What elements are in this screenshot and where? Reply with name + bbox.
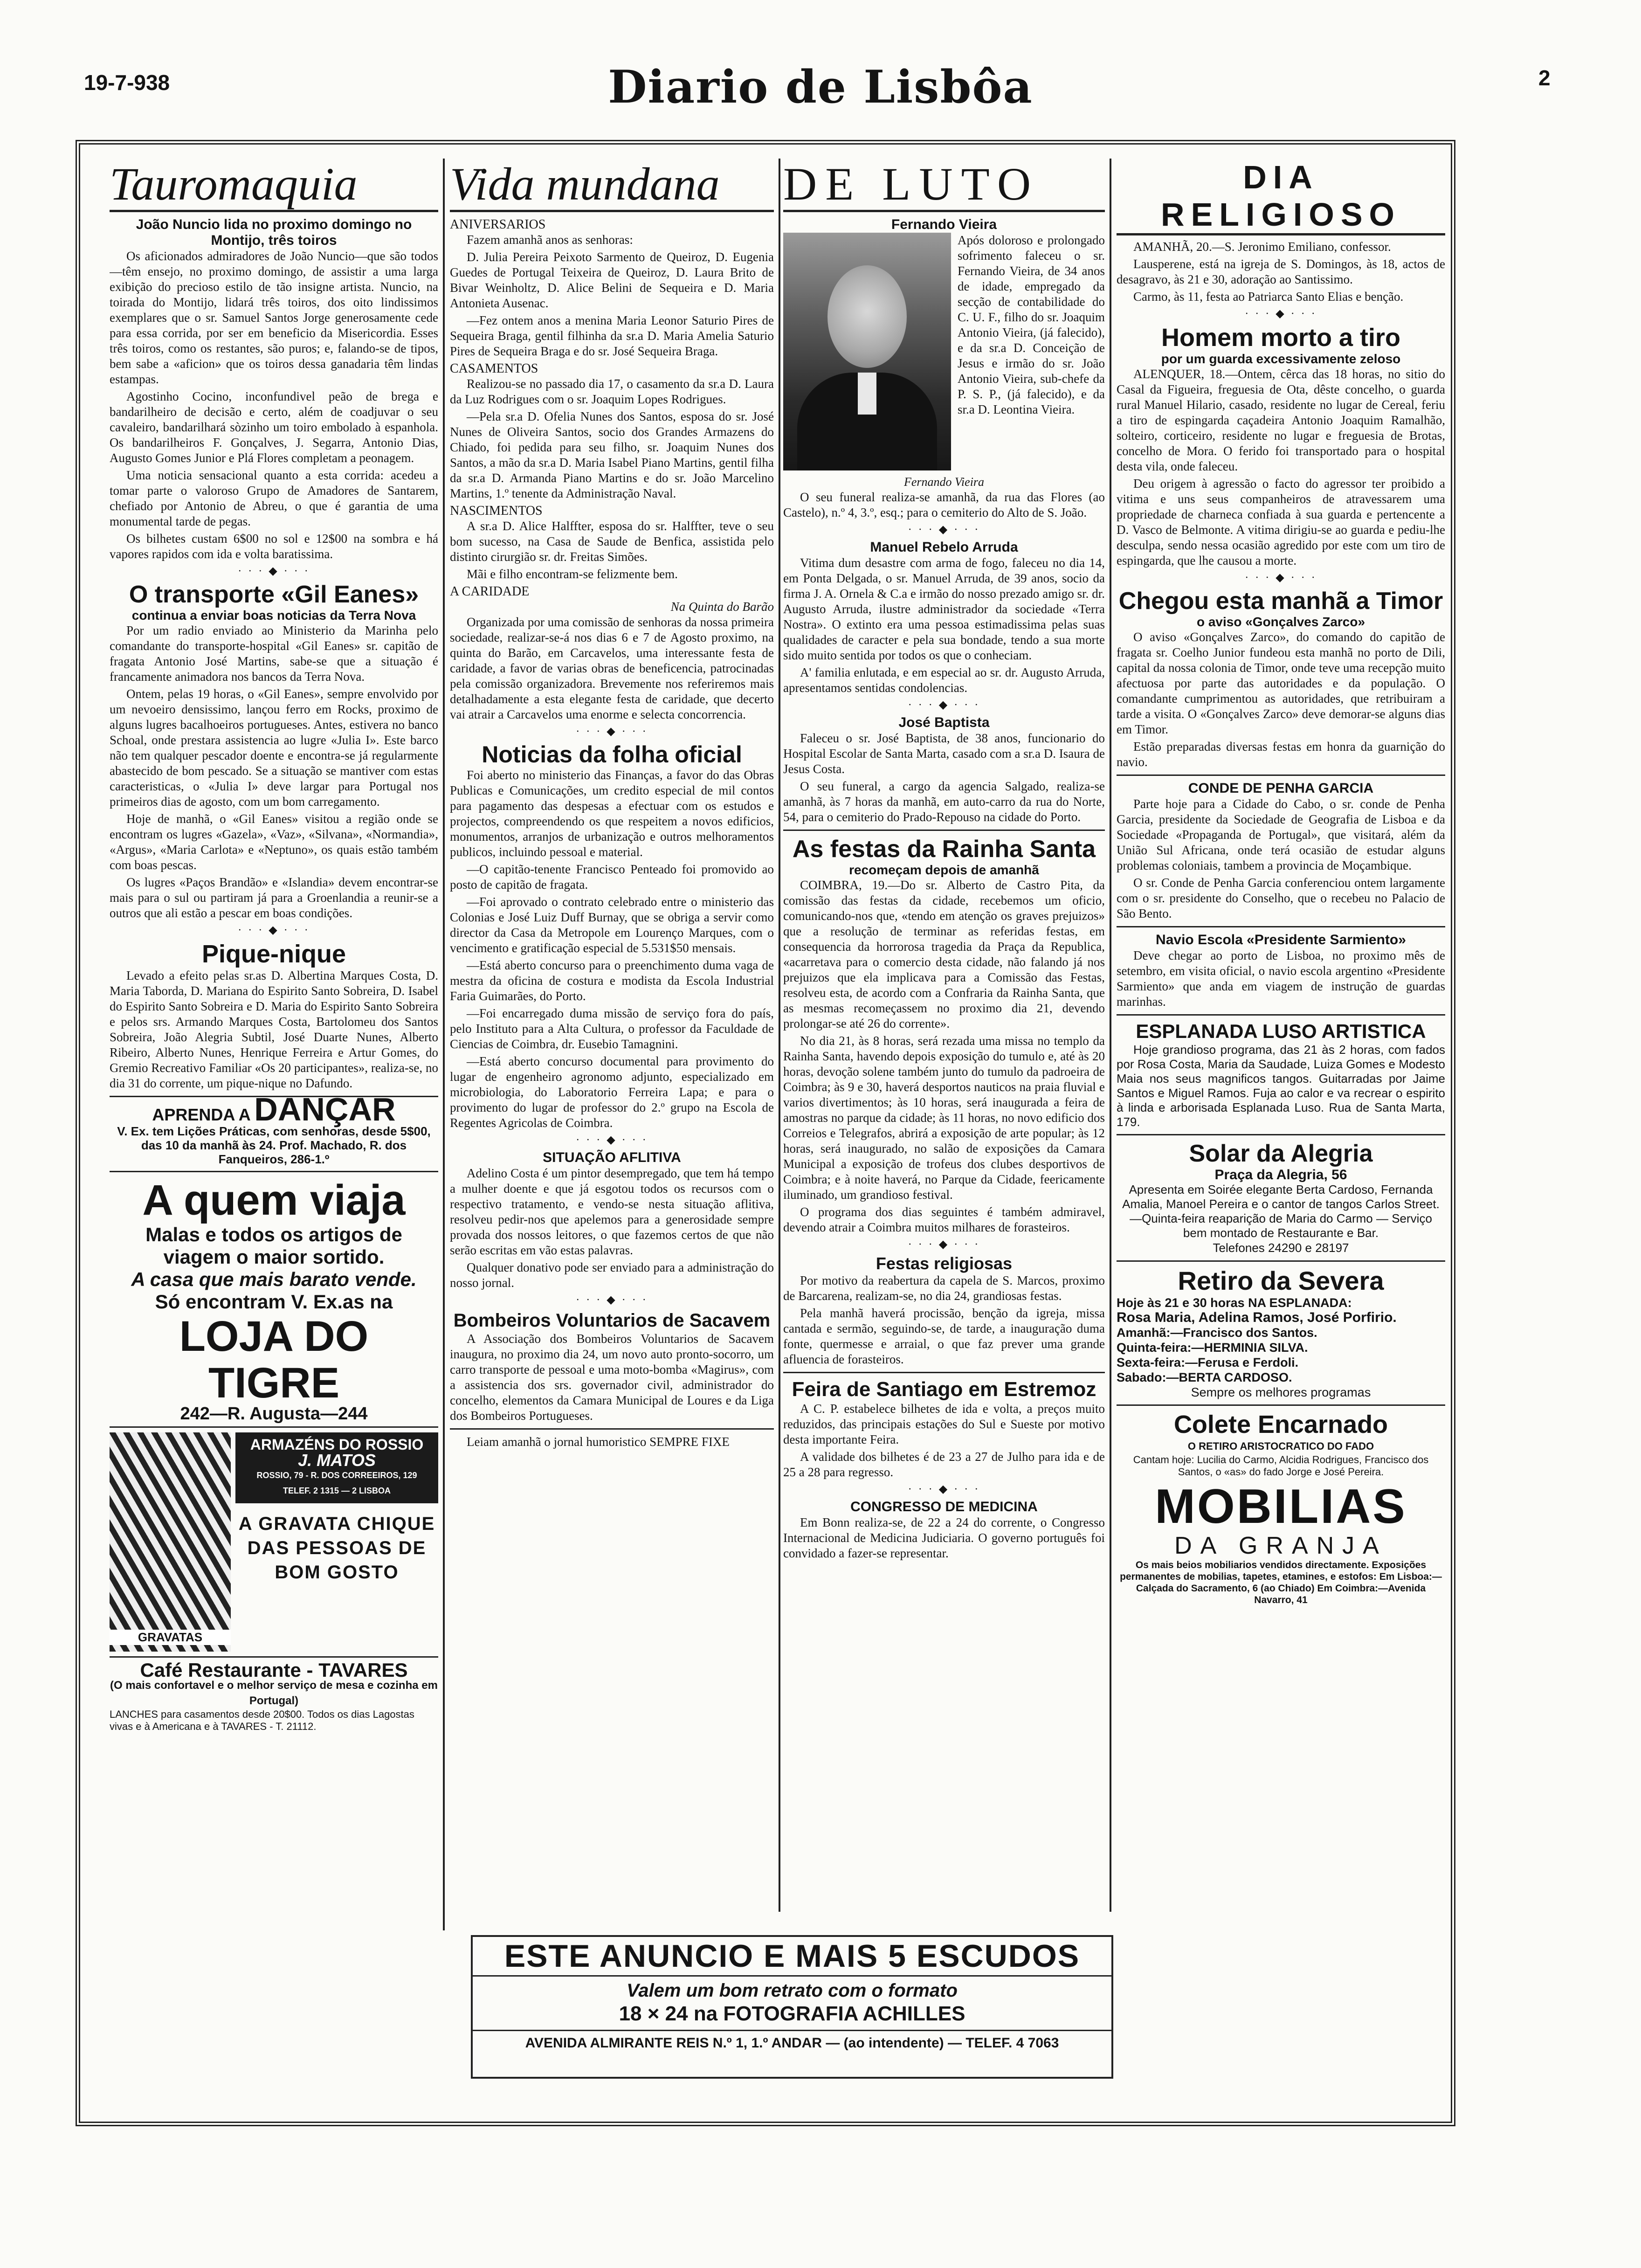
article-paragraph: Deve chegar ao porto de Lisboa, no proximo mês de setembro, em visita oficial, o navio escola argentino «Presidente Sarmiento» que anda em viagem de instrução de guardas marinhas. [1117, 948, 1445, 1009]
tie-illustration [110, 1432, 231, 1652]
ad-solar [1117, 1140, 1445, 1256]
article-paragraph: Foi aberto no ministerio das Finanças, a favor do das Obras Publicas e Comunicações, um credito especial de mil contos para pagamento das despesas a efectuar com os estudos e projectos, compreendendo os que respeitem a novos edificios, monumentos, arranjos de urbanização e outros melhoramentos publicos, incluindo pessoal e material. [450, 768, 774, 859]
column-rule [443, 159, 445, 1930]
article-paragraph: Estão preparadas diversas festas em honra da guarnição do navio. [1117, 740, 1445, 769]
ad-sub: (O mais confortavel e o melhor serviço de mesa e cozinha em Portugal) [110, 1679, 438, 1707]
headline: Manuel Rebelo Arruda [870, 539, 1018, 555]
issue-date: 19-7-938 [84, 70, 170, 95]
ad-title: Solar da Alegria [1189, 1140, 1373, 1167]
article-paragraph: Deu origem à agressão o facto do agressor ter proibido a vitima e uns seus companheiros de atravessarem uma propriedade de charneca confiada à sua guarda e pertencente a D. Vasco de Belmonte. A vitima dirigiu-se ao guarda e pediu-lhe desculpa, sendo nessa ocasião agredido por este com um tiro de espingarda, que lhe causou a morte. [1117, 477, 1445, 567]
divider [1117, 1404, 1445, 1406]
divider: · · · ◆ · · · [238, 924, 310, 936]
article-paragraph: Realizou-se no passado dia 17, o casamento da sr.a D. Laura da Luz Rodrigues com o sr. Joaquim Lopes Rodrigues. [450, 377, 774, 406]
section-title: Vida mundana [450, 159, 774, 212]
article-paragraph: Carmo, às 11, festa ao Patriarca Santo Elias e benção. [1133, 290, 1404, 304]
ad-phone: Telefones 24290 e 28197 [1213, 1241, 1349, 1255]
ad-fotografia-achilles [471, 1935, 1113, 2079]
ad-line: Malas e todos os artigos de viagem o maior sortido. [145, 1224, 402, 1268]
article-paragraph: COIMBRA, 19.—Do sr. Alberto de Castro Pita, da comissão das festas da cidade, recebemos um oficio, comunicando-nos que, «tendo em atenção os graves prejuizos» que a resolução de terminar as referidas festas, em consequencia da horrorosa tragedia da Praça da Republica, «acarretava para o comercio desta cidade, não falando já nos prejuizos que ela implicava para a Comissão das Festas, resolveu esta, de acordo com a Confraria da Rainha Santa, que as mesmas recomeçassem no proximo dia 21, devendo prolongar-se até 26 do corrente». [783, 878, 1105, 1030]
ad-body: Os mais beios mobiliarios vendidos directamente. Exposições permanentes de mobilias, tapetes, etamines, e estofos: Em Lisboa:—Calçada do Sacramento, 6 (ao Chiado) Em Coimbra:—Avenida Navarro, 41 [1120, 1560, 1442, 1605]
divider: · · · ◆ · · · [238, 565, 310, 577]
ad-title: Café Restaurante - TAVARES [140, 1659, 408, 1681]
article-paragraph: A Associação dos Bombeiros Voluntarios de Sacavem inaugura, no proximo dia 24, um novo auto pronto-socorro, um carro transporte de pessoal e uma moto-bomba «Magirus», com a assistencia dos srs. governador civil, administrador do concelho, elementos da Camara Municipal de Loures e da Liga dos Bombeiros Portugueses. [450, 1332, 774, 1423]
ad-colete [1117, 1411, 1445, 1478]
ad-title: A quem viaja [142, 1176, 406, 1224]
ad-line: Rosa Maria, Adelina Ramos, José Porfirio. [1117, 1310, 1397, 1325]
divider: · · · ◆ · · · [908, 1238, 980, 1251]
subheadline: continua a enviar boas noticias da Terra Nova [131, 608, 416, 622]
article-paragraph: O seu funeral realiza-se amanhã, da rua das Flores (ao Castelo), n.º 4, 3.º, esq.; para o cemiterio do Alto de S. João. [783, 490, 1105, 519]
ad-title: Colete Encarnado [1173, 1411, 1388, 1438]
ad-mobilias [1117, 1481, 1445, 1606]
headline: Navio Escola «Presidente Sarmiento» [1156, 932, 1406, 947]
ad-title: Retiro da Severa [1178, 1266, 1384, 1295]
ad-line: Sexta-feira:—Ferusa e Ferdoli. [1117, 1355, 1299, 1369]
column-dia-religioso [1117, 159, 1445, 1977]
headline: Noticias da folha oficial [482, 741, 742, 768]
photo-caption: Fernando Vieira [903, 475, 985, 489]
ad-line: AVENIDA ALMIRANTE REIS N.º 1, 1.º ANDAR — (ao intendente) — TELEF. 4 7063 [473, 2030, 1111, 2053]
article-paragraph: Uma noticia sensacional quanto a esta corrida: acedeu a tomar parte o valoroso Grupo de Amadores de Santarem, chefiado por Antonio de Abreu, o que é garantia de uma monumental tarde de pegas. [110, 468, 438, 528]
column-rule [779, 159, 780, 1912]
article-paragraph: —Pela sr.a D. Ofelia Nunes dos Santos, esposa do sr. José Nunes de Oliveira Santos, socio dos Grandes Armazens do Chiado, foi pedida para seu filho, sr. Joaquim Nunes dos Santos, a mão da sr.a D. Maria Isabel Piano Martins, gentil filha da sr.a D. Armanda Piano Martins e do sr. João Marcelino Martins, 1.º tenente da Administração Naval. [450, 409, 774, 500]
headline: Chegou esta manhã a Timor [1118, 588, 1443, 615]
divider [110, 1656, 438, 1658]
ad-title: ESPLANADA LUSO ARTISTICA [1136, 1020, 1426, 1042]
ad-body: Apresenta em Soirée elegante Berta Cardoso, Fernanda Amalia, Manoel Pereira e o cantor de tangos Carlos Street.—Quinta-feira reaparição de Maria do Carmo — Serviço bem montado de Restaurante e Bar. [1122, 1182, 1440, 1240]
subheadline: recomeçam depois de amanhã [849, 863, 1039, 877]
ad-title: ARMAZÉNS DO ROSSIO [250, 1436, 424, 1453]
article-paragraph: Pela manhã haverá procissão, benção da igreja, missa cantada e sermão, seguindo-se, de tarde, a inauguração duma fonte, quermesse e arraial, o que faz prever uma grande afluencia de forasteiros. [783, 1306, 1105, 1366]
article-paragraph: Agostinho Cocino, inconfundivel peão de brega e bandarilheiro de decisão e certo, além de coadjuvar o seu cavaleiro, bandarilhará sòzinho um toiro embolado à espanhola. Os bandarilheiros F. Gonçalves, J. Segarra, Antonio Dias, Augusto Gomes Junior e Plá Flores completam a peonagem. [110, 389, 438, 465]
subheadline: por um guarda excessivamente zeloso [1161, 352, 1401, 366]
ad-title: APRENDA A [152, 1105, 251, 1124]
article-paragraph: —Foi encarregado duma missão de serviço fora do país, pelo Instituto para a Alta Cultura, o professor da Faculdade de Ciencias de Coimbra, dr. Eusebio Tamagnini. [450, 1006, 774, 1051]
ad-store: LOJA DO TIGRE [179, 1313, 369, 1407]
subsection-note: Na Quinta do Barão [670, 600, 774, 614]
divider: · · · ◆ · · · [908, 699, 980, 711]
divider: · · · ◆ · · · [576, 726, 648, 738]
section-title: Tauromaquia [110, 159, 438, 212]
ad-body: V. Ex. tem Lições Práticas, com senhoras, desde 5$00, das 10 da manhã às 24. Prof. Machado, R. dos Fanqueiros, 286-1.º [117, 1124, 431, 1166]
divider [783, 830, 1105, 831]
ad-viaja [110, 1177, 438, 1422]
article-paragraph: Vitima dum desastre com arma de fogo, faleceu no dia 14, em Ponta Delgada, o sr. Manuel Arruda, de 39 anos, socio da firma J. A. Ornela & C.a e irmão do nosso prezado amigo sr. dr. Augusto Arruda, ilustre administrador da sociedade «Terra Nostra». O extinto era uma pessoa estimadissima pelas suas qualidades de caracter e pela sua bondade, tendo a sua morte sido muito sentida por todos os que o conheciam. [783, 556, 1105, 662]
divider [1117, 1014, 1445, 1016]
article-paragraph: A' familia enlutada, e em especial ao sr. dr. Augusto Arruda, apresentamos sentidas condolencias. [783, 665, 1105, 695]
ad-slogan: A GRAVATA CHIQUE DAS PESSOAS DE BOM GOSTO [238, 1514, 435, 1583]
section-title: DIA RELIGIOSO [1117, 159, 1445, 235]
headline: José Baptista [898, 715, 990, 730]
portrait-photo [783, 233, 951, 470]
article-paragraph: Organizada por uma comissão de senhoras da nossa primeira sociedade, realizar-se-á nos dias 6 e 7 de Agosto proximo, na quinta do Barão, em Carcavelos, uma interessante festa de caridade, a favor de varias obras de beneficencia, patrocinadas pela comissão organizadora. Brevemente nos referiremos mais detalhadamente a esta elegante festa de caridade, que decerto vai atrair a Carcavelos uma enorme e selecta concorrencia. [450, 615, 774, 721]
ad-line: Sempre os melhores programas [1191, 1385, 1371, 1399]
ad-tavares [110, 1659, 438, 1733]
headline: Pique-nique [202, 940, 346, 968]
headline: Bombeiros Voluntarios de Sacavem [453, 1310, 771, 1331]
column-de-luto [783, 159, 1105, 1912]
article-paragraph: Por motivo da reabertura da capela de S. Marcos, proximo de Barcarena, realizam-se, no dia 24, grandiosas festas. [783, 1273, 1105, 1303]
article-paragraph: Os lugres «Paços Brandão» e «Islandia» devem encontrar-se mais para o sul ou partiram já para a Groenlandia a reunir-se a outros que ali estão a pescar em boas condições. [110, 875, 438, 920]
divider [110, 1171, 438, 1172]
headline: As festas da Rainha Santa [792, 836, 1096, 863]
headline: CONDE DE PENHA GARCIA [1188, 781, 1374, 796]
article-paragraph: O seu funeral, a cargo da agencia Salgado, realiza-se amanhã, às 7 horas da manhã, em auto-carro da rua do Norte, 54, para o cemiterio do Prado-Repouso na cidade do Porto. [783, 779, 1105, 824]
ad-body: Cantam hoje: Lucilia do Carmo, Alcidia Rodrigues, Francisco dos Santos, o «as» do fado Jorge e José Pereira. [1133, 1454, 1429, 1478]
ad-severa [1117, 1266, 1445, 1400]
headline: Festas religiosas [876, 1254, 1013, 1273]
ad-body: Hoje grandioso programa, das 21 às 2 horas, com fados por Rosa Costa, Maria da Saudade, Luiza Gomes e Modesto Maia nos seus magnificos tangos. Guitarradas por Jaime Santos e Miguel Ramos. Fuja ao calor e va recrear o espirito à linda e arborisada Esplanada Luso. Rua de Santa Marta, 179. [1117, 1043, 1445, 1129]
article-paragraph: Os aficionados admiradores de João Nuncio—que são todos—têm ensejo, no proximo domingo, de assistir a uma larga exibição do precioso estilo de tão insigne artista. Nuncio, na toirada do Montijo, lidará três toiros, dos oito lindissimos exemplares que o sr. Samuel Santos Jorge generosamente cede para essa corrida, por ser em beneficio da Misericordia. Esses três toiros, como os restantes, são puros; e, falando-se de tipos, bem sabe a «aficion» que os toiros dessa ganadaria têm lindas estampas. [110, 249, 438, 386]
headline: SITUAÇÃO AFLITIVA [543, 1150, 681, 1165]
subsection-title: A CARIDADE [450, 584, 530, 599]
divider [1117, 774, 1445, 776]
article-paragraph: No dia 21, às 8 horas, será rezada uma missa no templo da Rainha Santa, havendo depois exposição do tumulo e, até às 20 horas, devoção solene também junto do tumulo da padroeira de Coimbra; às 9 e 30, haverá desportos nauticos na praia fluvial e varios divertimentos; às 10 horas, será inaugurada a feira de amostras no parque da cidade; às 11 horas, no novo edificio dos Correios e Telegrafos, abrirá a exposição de arte popular; às 12 horas, será inaugurado, no salão de exposições da Camara Municipal a exposição de trofeus dos clubes desportivos de Coimbra; e à noite haverá, no Parque da Cidade, feericamente iluminado, um grandioso festival. [783, 1034, 1105, 1202]
ad-owner: J. MATOS [298, 1451, 376, 1470]
article-paragraph: Os bilhetes custam 6$00 no sol e 12$00 na sombra e há vapores rapidos com ida e volta baratissima. [110, 532, 438, 561]
article-paragraph: Por um radio enviado ao Ministerio da Marinha pelo comandante do transporte-hospital «Gil Eanes» sr. capitão de fragata Antonio José Martins, sabe-se que a situação é francamente animadora nos bancos da Terra Nova. [110, 623, 438, 684]
notice: Leiam amanhã o jornal humoristico SEMPRE FIXE [467, 1435, 730, 1449]
ad-phone: TELEF. 2 1315 — 2 LISBOA [283, 1486, 391, 1495]
ad-address: Praça da Alegria, 56 [1214, 1167, 1347, 1182]
article-paragraph: Mãi e filho encontram-se felizmente bem. [467, 567, 678, 581]
article-paragraph: Lausperene, está na igreja de S. Domingos, às 18, actos de desagravo, às 21 e 30, adoração ao Santissimo. [1117, 257, 1445, 286]
divider: · · · ◆ · · · [908, 524, 980, 536]
column-tauromaquia [110, 159, 438, 1977]
article-paragraph: Em Bonn realiza-se, de 22 a 24 do corrente, o Congresso Internacional de Medicina Judiciaria. O governo português foi convidado a fazer-se representar. [783, 1515, 1105, 1560]
ad-title: DANÇAR [254, 1091, 396, 1127]
article-paragraph: O aviso «Gonçalves Zarco», do comando do capitão de fragata sr. Coelho Junior fundeou esta manhã no porto de Dili, capital da nossa colonia de Timor, onde teve uma recepção muito afectuosa por parte das autoridades e da população. O comandante cumprimentou as autoridades, que retribuiram a tarde a visita. O «Gonçalves Zarco» deve demorar-se alguns dias em Timor. [1117, 630, 1445, 736]
article-paragraph: D. Julia Pereira Peixoto Sarmento de Queiroz, D. Eugenia Guedes de Portugal Teixeira de Queiroz, D. Laura Brito de Bivar Weinholtz, D. Alice Belini de Sequeira e D. Maria Antonieta Ausenac. [450, 250, 774, 310]
article-paragraph: —Foi aprovado o contrato celebrado entre o ministerio das Colonias e José Luiz Duff Burnay, que se obriga a servir como director da Casa da Metropole em Lourenço Marques, com o vencimento e gratificação especial de 5.531$50 mensais. [450, 895, 774, 955]
headline: Feira de Santiago em Estremoz [792, 1378, 1096, 1401]
divider: · · · ◆ · · · [576, 1134, 648, 1146]
divider: · · · ◆ · · · [1245, 308, 1317, 320]
ad-line: Amanhã:—Francisco dos Santos. [1117, 1326, 1317, 1340]
ad-address: ROSSIO, 79 - R. DOS CORREEIROS, 129 [256, 1471, 417, 1480]
divider: · · · ◆ · · · [1245, 572, 1317, 584]
article-paragraph: Ontem, pelas 19 horas, o «Gil Eanes», sempre envolvido por um nevoeiro densissimo, lançou ferro em Rocks, proximo de alguns lugres bacalhoeiros portugueses. Antes, estivera no banco Schoal, onde prestara assistencia ao lugre «Julia I». Este barco não tem qualquer pescador doente e encontra-se já regularmente abastecido de bom pescado. Se a situação se mantiver com estas caracteristicas, o «Julia I» deve largar para Portugal nos primeiros dias de agosto, com um bom carregamento. [110, 687, 438, 809]
divider [450, 1428, 774, 1430]
ad-body: LANCHES para casamentos desde 20$00. Todos os dias Lagostas vivas e à Americana e à TAVARES - T. 21112. [110, 1708, 414, 1732]
subsection-title: CASAMENTOS [450, 361, 538, 376]
column-vida-mundana [450, 159, 774, 1940]
column-rule [1110, 159, 1111, 1912]
article-paragraph: Levado a efeito pelas sr.as D. Albertina Marques Costa, D. Maria Taborda, D. Mariana do Espirito Santo Sobreira, D. Isabel do Espirito Santo Sobreira e D. Maria do Espirito Santo Sobreira e pelos srs. Armando Marques Costa, Bartolomeu dos Santos Sobreira, João Alegria Subtil, José Duarte Nunes, Alberto Ribeiro, Alberto Nunes, Henrique Ferreira e Artur Gomes, do Gremio Recreativo Familiar «Os 20 participantes», realiza-se, no dia 31 do corrente, um pique-nique no Dafundo. [110, 968, 438, 1090]
ad-address: 242—R. Augusta—244 [180, 1404, 368, 1424]
article-paragraph: —Está aberto concurso documental para provimento do lugar de engenheiro agronomo adjunto, especializado em microbiologia, do Laboratorio Ferreira Lapa; e para o provimento do lugar de professor do 2.º grupo na Escola de Regentes Agricolas de Coimbra. [450, 1054, 774, 1130]
ad-line: Sabado:—BERTA CARDOSO. [1117, 1370, 1292, 1384]
ad-line: 18 × 24 na FOTOGRAFIA ACHILLES [619, 2002, 965, 2025]
ad-dancar [110, 1091, 438, 1166]
headline: Fernando Vieira [891, 217, 997, 232]
page-number: 2 [1538, 66, 1551, 90]
ad-sub: O RETIRO ARISTOCRATICO DO FADO [1187, 1440, 1374, 1452]
armazens-banner [235, 1432, 438, 1503]
divider [1117, 1134, 1445, 1135]
article-paragraph: AMANHÃ, 20.—S. Jeronimo Emiliano, confessor. [1133, 240, 1391, 254]
article-paragraph: A validade dos bilhetes é de 23 a 27 de Julho para ida e de 25 a 28 para regresso. [783, 1450, 1105, 1479]
article-paragraph: Hoje de manhã, o «Gil Eanes» visitou a região onde se encontram os lugres «Gazela», «Vaz», «Silvana», «Normandia», «Argus», «Maria Carlota» e «Neptuno», os quais estão também com boas pescas. [110, 812, 438, 872]
ad-line: Quinta-feira:—HERMINIA SILVA. [1117, 1341, 1308, 1355]
article-paragraph: O sr. Conde de Penha Garcia conferenciou ontem largamente com o sr. presidente do Conselho, que o recebeu no Palacio de São Bento. [1117, 876, 1445, 920]
subheadline: o aviso «Gonçalves Zarco» [1196, 615, 1365, 629]
article-paragraph: ALENQUER, 18.—Ontem, cêrca das 18 horas, no sitio do Casal da Figueira, freguesia de Ota, dêste concelho, o guarda rural Manuel Hilario, casado, residente no lugar de Cereal, feriu a tiro de espingarda caçadeira Antonio Joaquim Ramalhão, solteiro, corticeiro, residente no lugar e freguesia de Brotas, concelho de Mora. O ferido foi transportado para o hospital desta vila, onde faleceu. [1117, 367, 1445, 473]
ad-line: Hoje às 21 e 30 horas NA ESPLANADA: [1117, 1296, 1352, 1310]
divider [1117, 926, 1445, 927]
article-paragraph: A sr.a D. Alice Halffter, esposa do sr. Halffter, teve o seu bom sucesso, na Casa de Saude de Benfica, assistida pelo distinto cirurgião sr. dr. Freitas Simões. [450, 519, 774, 564]
headline: CONGRESSO DE MEDICINA [850, 1499, 1038, 1514]
article-paragraph: Faleceu o sr. José Baptista, de 38 anos, funcionario do Hospital Escolar de Santa Marta, casado com a sr.a D. Isaura de Jesus Costa. [783, 731, 1105, 776]
subsection-title: NASCIMENTOS [450, 504, 543, 518]
ad-sub: DA GRANJA [1174, 1532, 1387, 1559]
masthead: Diario de Lisbôa [608, 61, 1033, 113]
ad-line: ESTE ANUNCIO E MAIS 5 ESCUDOS [473, 1937, 1111, 1977]
ad-line: A casa que mais barato vende. [131, 1268, 417, 1290]
article-paragraph: Qualquer donativo pode ser enviado para a administração do nosso jornal. [450, 1260, 774, 1290]
headline: Homem morto a tiro [1161, 324, 1401, 352]
article-paragraph: A C. P. estabelece bilhetes de ida e volta, a preços muito reduzidos, das principais estações do Sul e Sueste por motivo desta importante Feira. [783, 1402, 1105, 1446]
ad-line: Só encontram V. Ex.as na [155, 1291, 393, 1313]
section-title: DE LUTO [783, 159, 1105, 212]
headline: O transporte «Gil Eanes» [129, 581, 419, 608]
divider: · · · ◆ · · · [908, 1483, 980, 1495]
article-paragraph: Parte hoje para a Cidade do Cabo, o sr. conde de Penha Garcia, presidente da Sociedade de Geografia de Lisboa e da Sociedade «Propaganda de Portugal», que visitará, além da União Sul Africana, onde terá ocasião de estudar alguns problemas coloniais, tambem a provincia de Moçambique. [1117, 797, 1445, 872]
article-paragraph [783, 233, 1105, 417]
article-paragraph: —Fez ontem anos a menina Maria Leonor Saturio Pires de Sequeira Braga, gentil filhinha da sr.a D. Maria Amelia Saturio Pires de Sequeira Braga e do sr. José Sequeira Braga. [450, 313, 774, 358]
article-paragraph: Fazem amanhã anos as senhoras: [467, 233, 633, 247]
ad-esplanada [1117, 1020, 1445, 1129]
ad-title: MOBILIAS [1155, 1480, 1407, 1534]
obituary-text: Após doloroso e prolongado sofrimento faleceu o sr. Fernando Vieira, de 34 anos de idade, empregado da secção de contabilidade do C. U. F., filho do sr. Joaquim Antonio Vieira, (já falecido), e da sr.a D. Conceição de Jesus e irmão do sr. João Antonio Vieira, sub-chefe da P. S. P., (já falecido), e da sr.a D. Leontina Vieira. [958, 233, 1105, 416]
divider: · · · ◆ · · · [576, 1294, 648, 1306]
ad-armazens [110, 1432, 438, 1652]
divider [110, 1426, 438, 1428]
article-paragraph: O programa dos dias seguintes é também admiravel, devendo atrair a Coimbra muitos milhares de forasteiros. [783, 1205, 1105, 1234]
divider [783, 1372, 1105, 1373]
article-paragraph: —Está aberto concurso para o preenchimento duma vaga de mestra da oficina de costura e modista da Escola Industrial Faria Guimarães, do Porto. [450, 958, 774, 1003]
article-paragraph: Adelino Costa é um pintor desempregado, que tem há tempo a mulher doente e que já esgotou todos os recursos com o respectivo tratamento, e vendo-se nesta situação aflitiva, resolveu pedir-nos que apelemos para a generosidade sempre provada dos nossos leitores, o que fazemos certos de que não serão escritas em vão estas palavras. [450, 1166, 774, 1257]
divider [1117, 1260, 1445, 1262]
subsection-title: ANIVERSARIOS [450, 217, 546, 232]
ad-label: GRAVATAS [110, 1630, 231, 1645]
headline: João Nuncio lida no proximo domingo no Montijo, três toiros [136, 217, 412, 248]
ad-line: Valem um bom retrato com o formato [627, 1980, 958, 2001]
article-paragraph: —O capitão-tenente Francisco Penteado foi promovido ao posto de capitão de fragata. [450, 862, 774, 892]
